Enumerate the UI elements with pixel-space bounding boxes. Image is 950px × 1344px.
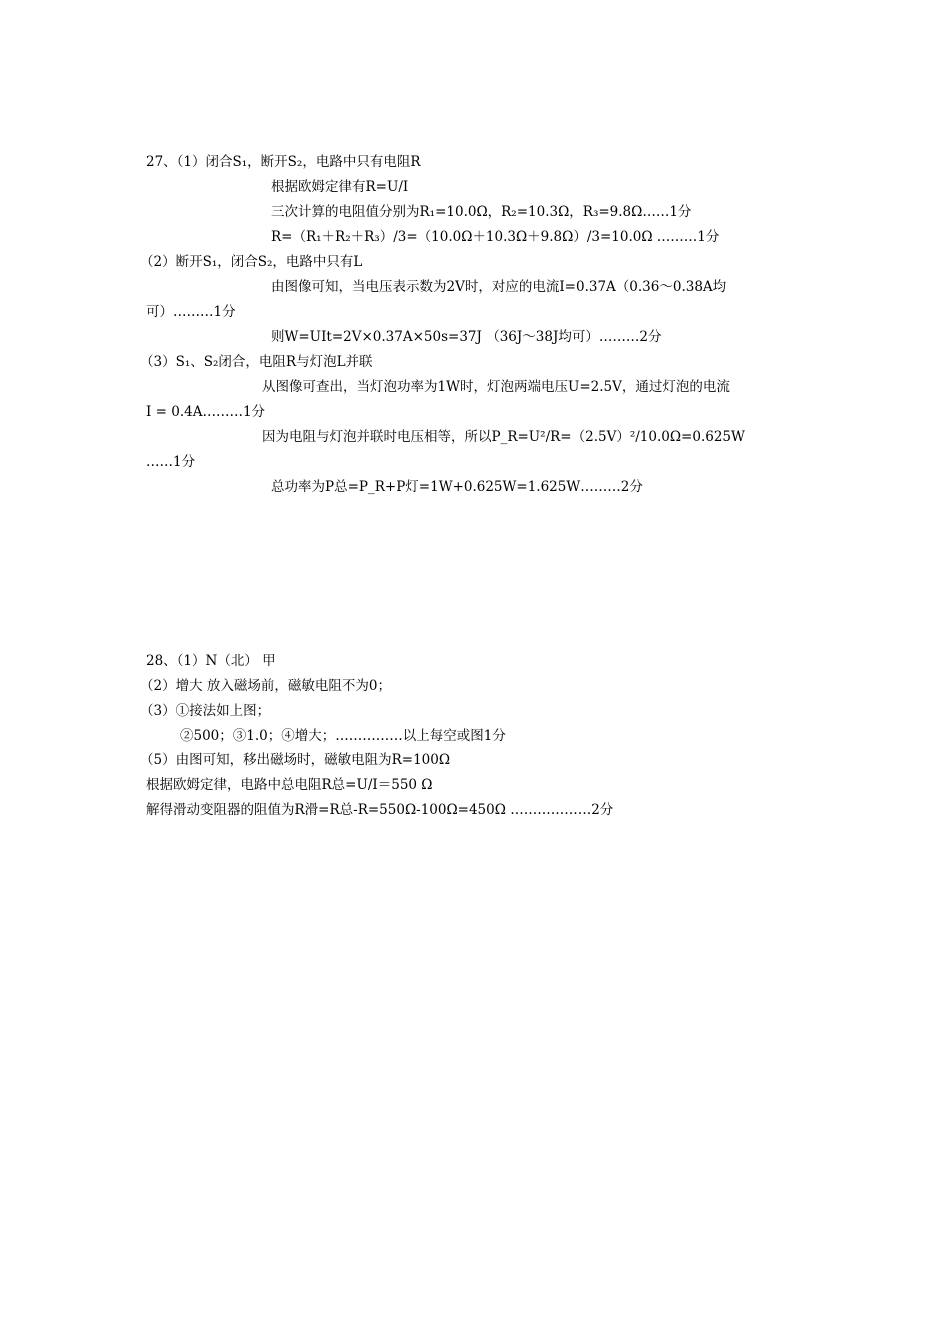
- q27-line-13: ……1分: [146, 454, 196, 470]
- q27-line-14: 总功率为P总=P_R+P灯=1W+0.625W=1.625W………2分: [271, 479, 643, 495]
- q27-line-12: 因为电阻与灯泡并联时电压相等，所以P_R=U²/R=（2.5V）²/10.0Ω=0.625W: [262, 429, 745, 445]
- q28-line-2: （2）增大 放入磁场前，磁敏电阻不为0；: [140, 678, 391, 694]
- q27-line-4: R=（R₁＋R₂＋R₃）/3=（10.0Ω＋10.3Ω＋9.8Ω）/3=10.0Ω ………1分: [271, 229, 720, 245]
- q27-line-10: 从图像可查出，当灯泡功率为1W时，灯泡两端电压U=2.5V，通过灯泡的电流: [262, 379, 730, 395]
- q28-line-6: 根据欧姆定律，电路中总电阻R总=U/I＝550 Ω: [146, 777, 433, 793]
- q27-line-5: （2）断开S₁，闭合S₂，电路中只有L: [140, 254, 363, 270]
- q28-line-3: （3）①接法如上图；: [140, 703, 271, 719]
- q28-line-7: 解得滑动变阻器的阻值为R滑=R总-R=550Ω-100Ω=450Ω ………………2分: [146, 802, 614, 818]
- q27-line-8: 则W=UIt=2V×0.37A×50s=37J （36J～38J均可）………2分: [271, 329, 662, 345]
- q27-line-7: 可）………1分: [146, 304, 236, 320]
- q28-line-1: 28、（1）N（北） 甲: [146, 653, 276, 669]
- q28-line-5: （5）由图可知，移出磁场时，磁敏电阻为R=100Ω: [140, 752, 451, 768]
- q27-line-11: I = 0.4A………1分: [146, 404, 266, 420]
- q28-line-4: ②500；③1.0；④增大；……………以上每空或图1分: [180, 728, 506, 744]
- q27-line-1: 27、（1）闭合S₁，断开S₂，电路中只有电阻R: [146, 154, 421, 170]
- q27-line-6: 由图像可知，当电压表示数为2V时，对应的电流I=0.37A（0.36～0.38A均: [271, 279, 727, 295]
- q27-line-3: 三次计算的电阻值分别为R₁=10.0Ω，R₂=10.3Ω，R₃=9.8Ω……1分: [271, 204, 692, 220]
- q27-line-2: 根据欧姆定律有R=U/I: [271, 179, 409, 195]
- q27-line-9: （3）S₁、S₂闭合，电阻R与灯泡L并联: [140, 354, 373, 370]
